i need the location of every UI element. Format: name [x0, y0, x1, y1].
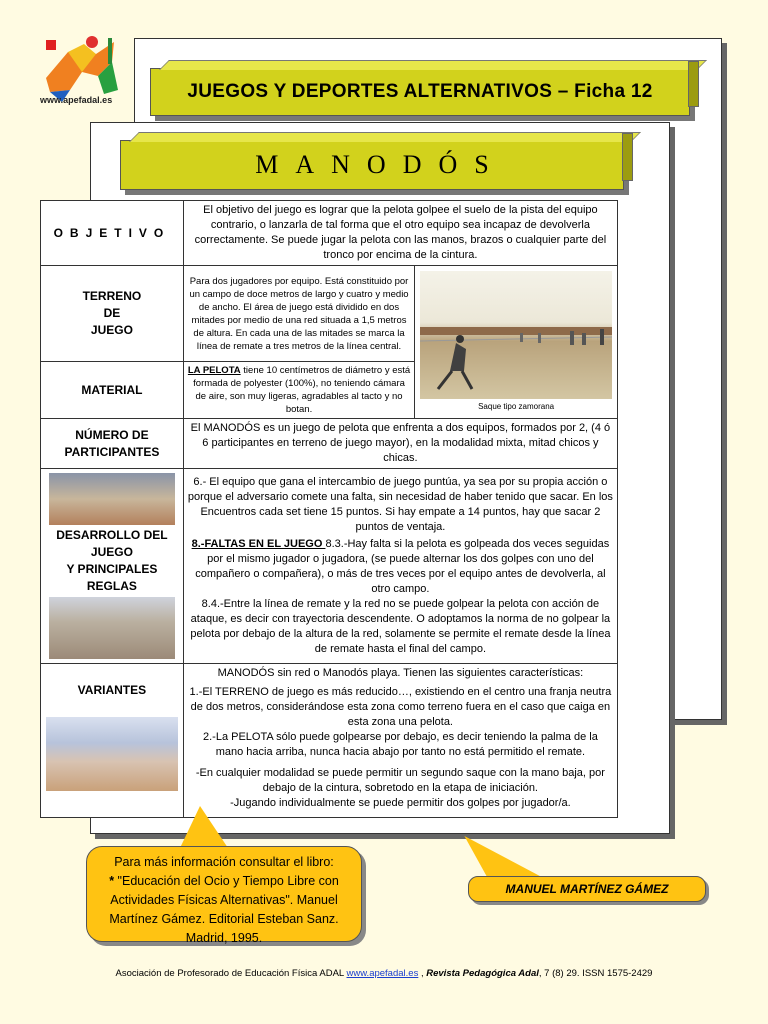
label-objetivo: OBJETIVO [41, 201, 184, 266]
info-book-text: "Educación del Ocio y Tiempo Libre con Actividades Físicas Alternativas". Manuel Martínez Gámez. Editorial Esteban Sanz. Madrid, 1995. [109, 874, 339, 945]
variantes-p4: -En cualquier modalidad se puede permitir un segundo saque con la mano baja, por debajo de la cintura, sobretodo en la etapa de iniciación. [195, 767, 605, 794]
label-desarrollo [41, 469, 184, 664]
text-variantes [183, 664, 617, 818]
variantes-p1: MANODÓS sin red o Manodós playa. Tienen las siguientes características: [217, 667, 584, 679]
series-banner [150, 68, 690, 116]
material-lead: LA PELOTA [187, 365, 241, 376]
game-sheet-table [40, 200, 618, 818]
gym-photo-1 [49, 473, 175, 525]
row-participantes [41, 419, 618, 469]
footer-link[interactable]: www.apefadal.es [346, 968, 419, 979]
label-participantes-line1: NÚMERO DE [75, 427, 149, 442]
label-material: MATERIAL [41, 362, 184, 419]
desarrollo-p2 [188, 537, 613, 597]
info-bubble [86, 846, 362, 945]
label-terreno-line3: JUEGO [90, 323, 133, 337]
info-star: * [109, 874, 118, 888]
footer-text3: , 7 (8) 29. ISSN 1575-2429 [538, 968, 653, 979]
court-photo [420, 271, 612, 399]
desarrollo-p1: 6.- El equipo que gana el intercambio de juego puntúa, ya sea por su propia acción o porque el adversario comete una falta, sin necesidad de haber tenido que sacar. En los Encuentros cada set tiene 15 puntos. Si hay empate a 14 puntos, hay que sacar 2 puntos de ventaja. [187, 476, 613, 533]
row-variantes [41, 664, 618, 818]
info-book [95, 872, 353, 948]
label-variantes-text: VARIANTES [77, 683, 147, 697]
info-line1: Para más información consultar el libro: [114, 855, 334, 869]
text-material [183, 362, 414, 419]
author-box [468, 876, 706, 902]
label-participantes [41, 419, 184, 469]
footer-text1: Asociación de Profesorado de Educación Física ADAL [115, 968, 347, 979]
title-banner [120, 140, 624, 190]
footer-journal: Revista Pedagógica Adal [426, 968, 539, 979]
label-terreno [41, 266, 184, 362]
series-title: JUEGOS Y DEPORTES ALTERNATIVOS – Ficha 12 [187, 81, 653, 102]
label-desarrollo-line2: JUEGO [90, 545, 133, 559]
text-desarrollo [183, 469, 617, 664]
author-tail [452, 836, 543, 878]
variantes-p2: 1.-El TERRENO de juego es más reducido…, existiendo en el centro una franja neutra de dos metros, considerándose esta zona como terreno fuera en el caso que caiga en esta zona una pelota. [189, 686, 612, 728]
label-desarrollo-line1: DESARROLLO DEL [56, 528, 168, 542]
info-bubble-tail [180, 806, 228, 848]
footer [0, 968, 768, 979]
gym-photo-2 [49, 597, 175, 659]
variantes-photo [46, 717, 178, 791]
game-title: MANODÓS [255, 150, 506, 179]
label-variantes [41, 664, 184, 818]
label-desarrollo-line4: REGLAS [86, 579, 137, 593]
logo-url[interactable]: www.apefadal.es [40, 95, 113, 105]
text-objetivo: El objetivo del juego es lograr que la pelota golpee el suelo de la pista del equipo contrario, o lanzarla de tal forma que el otro equipo sea incapaz de devolverla correctamente. Se puede jugar la pelota con las manos, brazos o cualquier parte del tronco por encima de la cintura. [183, 201, 617, 266]
material-text: tiene 10 centímetros de diámetro y está formada de polyester (100%), no teniendo cámara de aire, son muy ligeras, agradables al tacto y no botan. [193, 365, 411, 415]
desarrollo-p3: 8.4.-Entre la línea de remate y la red no se puede golpear la pelota con acción de ataque, es decir con trayectoria descendente. O adoptamos la norma de no golpear la pelota por debajo de la altura de la red, solamente se permite el remate desde la línea de remate hasta el final del campo. [190, 598, 611, 655]
row-objetivo [41, 201, 618, 266]
text-terreno: Para dos jugadores por equipo. Está constituido por un campo de doce metros de largo y cuatro y medio de ancho. El área de juego está dividido en dos mitades por medio de una red situada a 1,5 metros de altura. En cada una de las mitades se marca la línea de remate a tres metros de la línea central. [183, 266, 414, 362]
label-desarrollo-line3: Y PRINCIPALES [66, 562, 158, 576]
desarrollo-p2-text: 8.3.-Hay falta si la pelota es golpeada dos veces seguidas por el mismo jugador o jugadora, (se puede alternar los dos golpes con uno del compañero o compañera), o más de tres veces por el equipo antes de devolverla, al otro campo. [195, 538, 610, 595]
photo-cell-terreno [415, 266, 618, 419]
footer-text2: , [418, 968, 427, 979]
author-name: MANUEL MARTÍNEZ GÁMEZ [505, 882, 669, 896]
row-desarrollo [41, 469, 618, 664]
faltas-heading: 8.-FALTAS EN EL JUEGO [191, 538, 326, 550]
label-participantes-line2: PARTICIPANTES [64, 444, 160, 459]
variantes-p5: -Jugando individualmente se puede permitir dos golpes por jugador/a. [230, 797, 571, 809]
label-terreno-line2: DE [103, 306, 121, 320]
court-photo-caption: Saque tipo zamorana [478, 402, 555, 411]
variantes-p3: 2.-La PELOTA sólo puede golpearse por debajo, es decir teniendo la palma de la mano hacia arriba, nunca hacia abajo por tanto no está permitido el remate. [202, 731, 598, 758]
text-participantes: El MANODÓS es un juego de pelota que enfrenta a dos equipos, formados por 2, (4 ó 6 participantes en terreno de juego mayor), en la modalidad mixta, mitad chicos y chicas. [183, 419, 617, 469]
label-terreno-line1: TERRENO [82, 289, 142, 303]
row-terreno [41, 266, 618, 362]
